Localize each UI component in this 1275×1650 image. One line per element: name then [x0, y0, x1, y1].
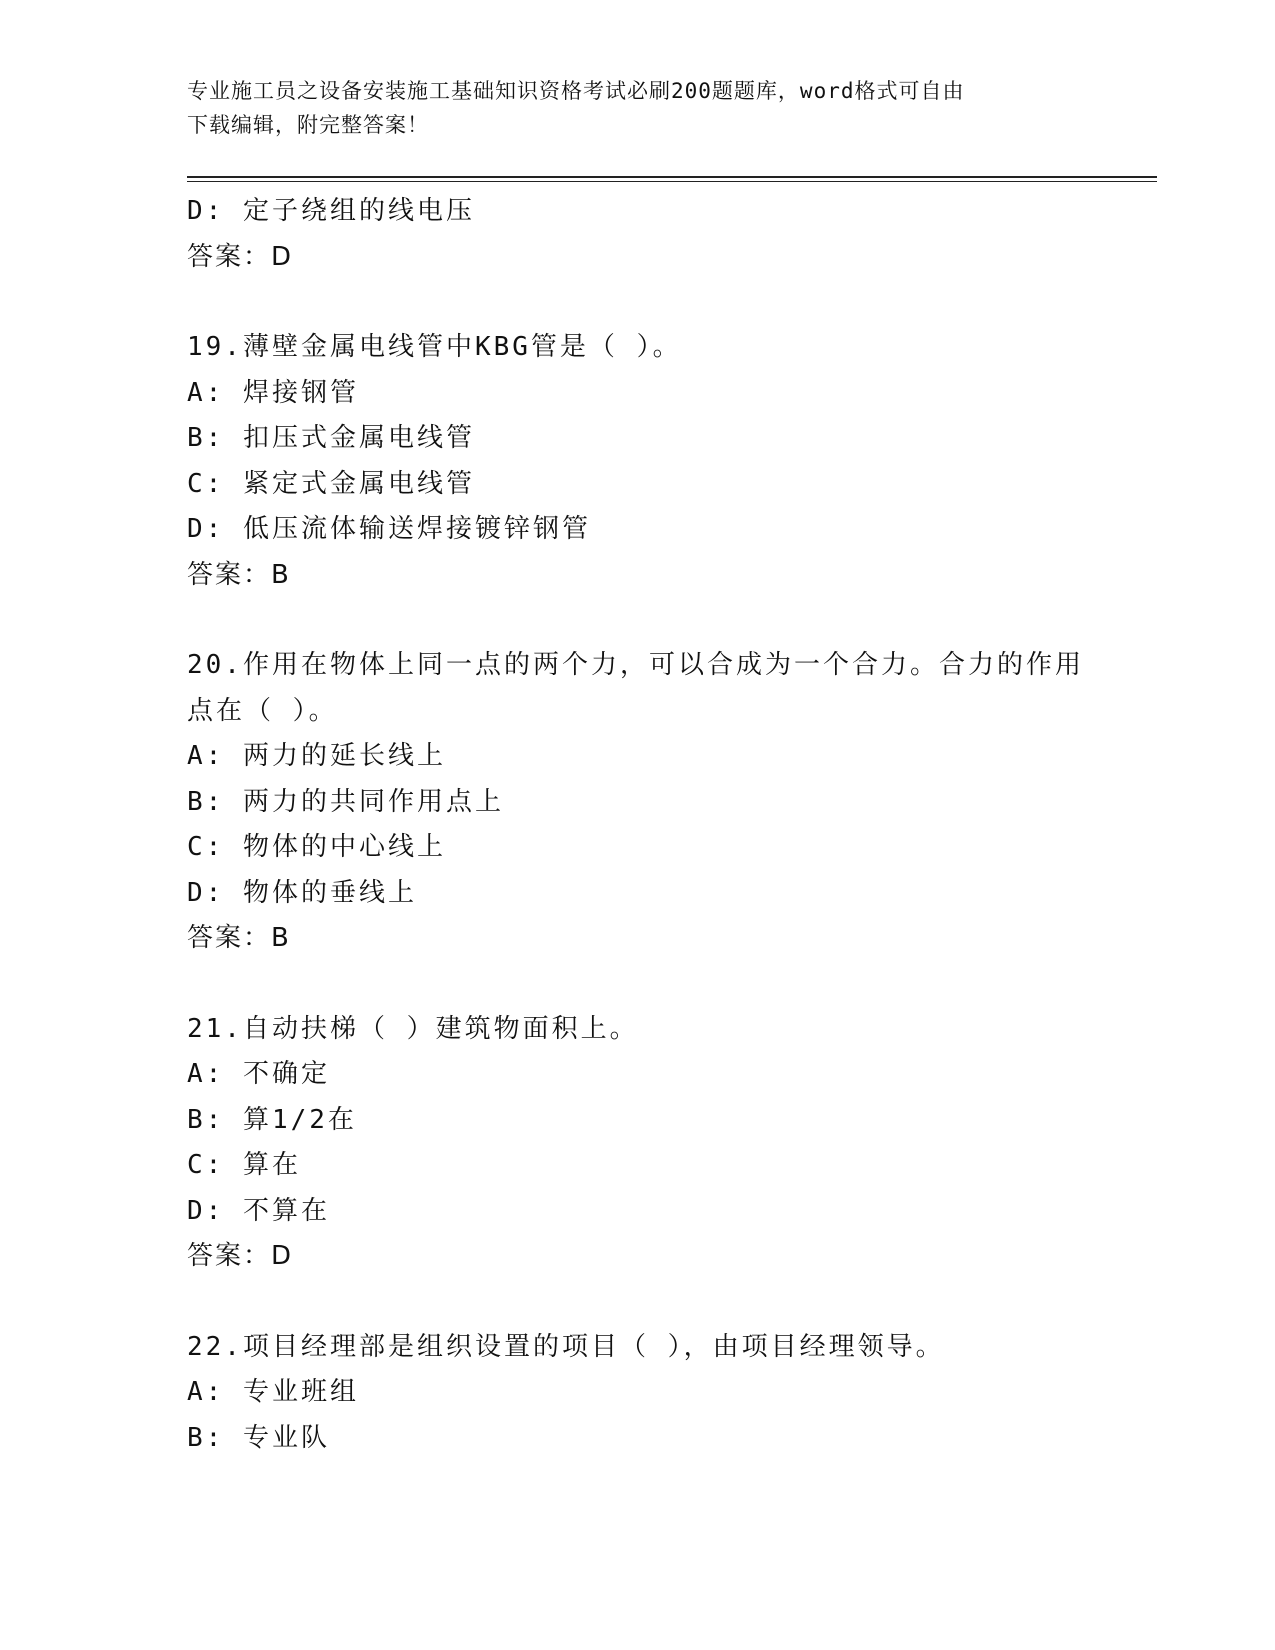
- header-divider-thick: [187, 176, 1157, 178]
- option-b: B: 算1/2在: [187, 1104, 357, 1135]
- question-20: [187, 643, 1087, 962]
- header-line-1: 专业施工员之设备安装施工基础知识资格考试必刷200题题库，word格式可自由: [187, 79, 965, 103]
- prev-answer: 答案：D: [187, 241, 294, 272]
- option-a: A: 专业班组: [187, 1377, 359, 1407]
- question-stem: 22.项目经理部是组织设置的项目（ ），由项目经理领导。: [187, 1331, 945, 1362]
- option-b: B: 两力的共同作用点上: [187, 786, 504, 817]
- option-d: D: 不算在: [187, 1195, 330, 1226]
- option-c: C: 紧定式金属电线管: [187, 468, 475, 499]
- option-c: C: 算在: [187, 1150, 301, 1180]
- question-stem: 21.自动扶梯（ ）建筑物面积上。: [187, 1013, 639, 1044]
- header-divider-thin: [187, 181, 1157, 182]
- option-a: A: 焊接钢管: [187, 377, 359, 408]
- question-22: [187, 1325, 1087, 1462]
- option-d: D: 物体的垂线上: [187, 877, 417, 908]
- option-a: A: 不确定: [187, 1059, 330, 1089]
- document-header: [187, 74, 1067, 142]
- header-line-2: 下载编辑，附完整答案！: [187, 113, 429, 137]
- answer: 答案：D: [187, 1241, 294, 1271]
- option-a: A: 两力的延长线上: [187, 741, 446, 771]
- question-stem-line-2: 点在（ ）。: [187, 695, 338, 726]
- question-19: [187, 325, 1087, 598]
- question-21: [187, 1007, 1087, 1280]
- question-stem: 19.薄壁金属电线管中KBG管是（ ）。: [187, 332, 682, 362]
- option-d: D: 低压流体输送焊接镀锌钢管: [187, 514, 591, 544]
- answer: 答案：B: [187, 923, 291, 953]
- prev-option-d: D: 定子绕组的线电压: [187, 196, 475, 226]
- option-b: B: 专业队: [187, 1422, 330, 1453]
- question-stem-line-1: 20.作用在物体上同一点的两个力，可以合成为一个合力。合力的作用: [187, 650, 1084, 680]
- answer: 答案：B: [187, 559, 291, 590]
- option-b: B: 扣压式金属电线管: [187, 423, 475, 453]
- option-c: C: 物体的中心线上: [187, 832, 446, 862]
- question-list: [187, 189, 1087, 1461]
